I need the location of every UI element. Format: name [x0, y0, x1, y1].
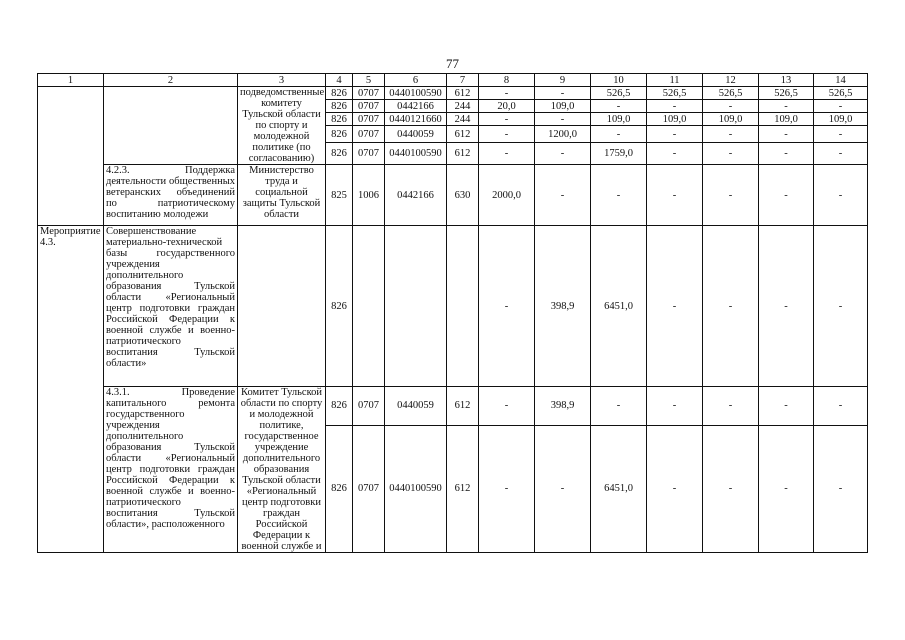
table-cell: - — [814, 126, 868, 143]
table-cell: 0707 — [353, 113, 385, 126]
col1-cell — [38, 87, 104, 226]
table-row — [38, 226, 868, 387]
table-cell: 826 — [326, 87, 353, 100]
header-cell: 2 — [104, 74, 238, 87]
activity-name: Совершенствование материально-технической базы государственного учреждения дополнительного образования Тульской области «Региональный центр подготовки граждан Российской Федерации к военной службе и военно-патриотического воспитания Тульской области» — [104, 226, 238, 387]
table-cell: 612 — [447, 143, 479, 165]
table-row — [38, 87, 868, 100]
table-cell: 6451,0 — [591, 425, 647, 552]
table-cell: - — [759, 143, 814, 165]
header-row — [38, 74, 868, 87]
table-cell: - — [759, 100, 814, 113]
table-cell: 1200,0 — [535, 126, 591, 143]
activity-name: 4.3.1. Проведение капитального ремонта государственного учреждения дополнительного образования Тульской области «Региональный центр подготовки граждан Российской Федерации к военной службе и военно-патриотического воспитания Тульской области», расположенного — [104, 387, 238, 553]
table-cell: - — [647, 226, 703, 387]
table-cell: - — [814, 165, 868, 226]
header-cell: 13 — [759, 74, 814, 87]
table-cell: - — [535, 143, 591, 165]
table-cell: - — [814, 226, 868, 387]
table-cell: - — [759, 126, 814, 143]
table-cell: 109,0 — [814, 113, 868, 126]
table-cell: 109,0 — [759, 113, 814, 126]
table-cell: - — [703, 100, 759, 113]
table-cell: - — [759, 226, 814, 387]
table-cell: 244 — [447, 113, 479, 126]
header-cell: 6 — [385, 74, 447, 87]
table-cell: 526,5 — [759, 87, 814, 100]
header-cell: 1 — [38, 74, 104, 87]
table-cell: - — [535, 87, 591, 100]
table-cell: - — [591, 126, 647, 143]
table-cell: 526,5 — [591, 87, 647, 100]
table-cell: 0440059 — [385, 126, 447, 143]
table-cell: 0440100590 — [385, 425, 447, 552]
table-cell: - — [703, 226, 759, 387]
table-cell: - — [535, 113, 591, 126]
table-cell: 109,0 — [647, 113, 703, 126]
table-cell: 612 — [447, 425, 479, 552]
table-cell: 1006 — [353, 165, 385, 226]
header-cell: 8 — [479, 74, 535, 87]
table-cell — [353, 226, 385, 387]
table-cell: 612 — [447, 87, 479, 100]
table-cell: 826 — [326, 113, 353, 126]
table-cell: 630 — [447, 165, 479, 226]
table-cell: 398,9 — [535, 387, 591, 426]
table-cell: 0440100590 — [385, 143, 447, 165]
table-cell: 109,0 — [591, 113, 647, 126]
table-cell: 826 — [326, 100, 353, 113]
table-cell: - — [591, 165, 647, 226]
table-cell: - — [647, 143, 703, 165]
table-cell: - — [479, 113, 535, 126]
table-cell: - — [703, 126, 759, 143]
table-cell: - — [479, 387, 535, 426]
table-cell: 826 — [326, 126, 353, 143]
table-cell: 0440059 — [385, 387, 447, 426]
executor-cell — [238, 226, 326, 387]
table-cell: 244 — [447, 100, 479, 113]
table-cell: 2000,0 — [479, 165, 535, 226]
table-cell: - — [759, 387, 814, 426]
table-cell: 825 — [326, 165, 353, 226]
table-cell: - — [814, 143, 868, 165]
header-cell: 9 — [535, 74, 591, 87]
table-cell: 526,5 — [703, 87, 759, 100]
table-cell: 0707 — [353, 87, 385, 100]
table-cell: 20,0 — [479, 100, 535, 113]
table-cell: - — [647, 387, 703, 426]
table-cell: 109,0 — [535, 100, 591, 113]
header-cell: 10 — [591, 74, 647, 87]
page-number: 77 — [446, 56, 459, 71]
table-cell: - — [759, 425, 814, 552]
table-cell: 0442166 — [385, 165, 447, 226]
table-cell: - — [535, 425, 591, 552]
header-cell: 5 — [353, 74, 385, 87]
header-cell: 14 — [814, 74, 868, 87]
header-cell: 11 — [647, 74, 703, 87]
table-cell: 826 — [326, 425, 353, 552]
table-cell: 0707 — [353, 425, 385, 552]
table-cell — [447, 226, 479, 387]
table-cell: - — [647, 100, 703, 113]
table-cell: 6451,0 — [591, 226, 647, 387]
table-cell: 1759,0 — [591, 143, 647, 165]
table-cell: 612 — [447, 387, 479, 426]
header-cell: 12 — [703, 74, 759, 87]
table-cell: - — [479, 126, 535, 143]
table-cell: - — [814, 387, 868, 426]
table-cell: - — [814, 425, 868, 552]
table-cell: 0440121660 — [385, 113, 447, 126]
table-cell: - — [647, 165, 703, 226]
table-cell: - — [535, 165, 591, 226]
table-cell: - — [479, 143, 535, 165]
table-cell: - — [703, 387, 759, 426]
table-cell: 826 — [326, 226, 353, 387]
table-cell: - — [703, 425, 759, 552]
table-cell: 0442166 — [385, 100, 447, 113]
table-cell: - — [647, 126, 703, 143]
table-cell: - — [479, 87, 535, 100]
col2-cell — [104, 87, 238, 165]
measure-label: Мероприятие 4.3. — [38, 226, 104, 553]
header-cell: 7 — [447, 74, 479, 87]
table-cell: 826 — [326, 387, 353, 426]
table-cell: - — [479, 226, 535, 387]
budget-table — [37, 73, 868, 553]
table-cell: - — [591, 387, 647, 426]
table-cell: 109,0 — [703, 113, 759, 126]
table-cell: - — [479, 425, 535, 552]
table-cell: - — [814, 100, 868, 113]
executor-cell: Министерство труда и социальной защиты Тульской области — [238, 165, 326, 226]
table-cell: 0707 — [353, 126, 385, 143]
header-cell: 3 — [238, 74, 326, 87]
activity-name: 4.2.3. Поддержка деятельности общественных ветеранских объединений по патриотическому воспитанию молодежи — [104, 165, 238, 226]
table-cell: 0707 — [353, 143, 385, 165]
table-cell: - — [703, 165, 759, 226]
table-cell: - — [759, 165, 814, 226]
table-cell: 526,5 — [814, 87, 868, 100]
executor-cell: подведомственные комитету Тульской области по спорту и молодежной политике (по согласованию) — [238, 87, 326, 165]
table-cell: 612 — [447, 126, 479, 143]
table-cell: - — [703, 143, 759, 165]
table-row — [38, 387, 868, 426]
table-row — [38, 165, 868, 226]
table-cell: 0707 — [353, 100, 385, 113]
header-cell: 4 — [326, 74, 353, 87]
table-cell: - — [647, 425, 703, 552]
executor-cell: Комитет Тульской области по спорту и молодежной политике, государственное учреждение дополнительного образования Тульской области «Региональный центр подготовки граждан Российской Федерации к военной службе и — [238, 387, 326, 553]
table-cell: 0440100590 — [385, 87, 447, 100]
table-cell: 826 — [326, 143, 353, 165]
table-cell: 0707 — [353, 387, 385, 426]
table-cell — [385, 226, 447, 387]
table-cell: - — [591, 100, 647, 113]
table-cell: 526,5 — [647, 87, 703, 100]
table-cell: 398,9 — [535, 226, 591, 387]
